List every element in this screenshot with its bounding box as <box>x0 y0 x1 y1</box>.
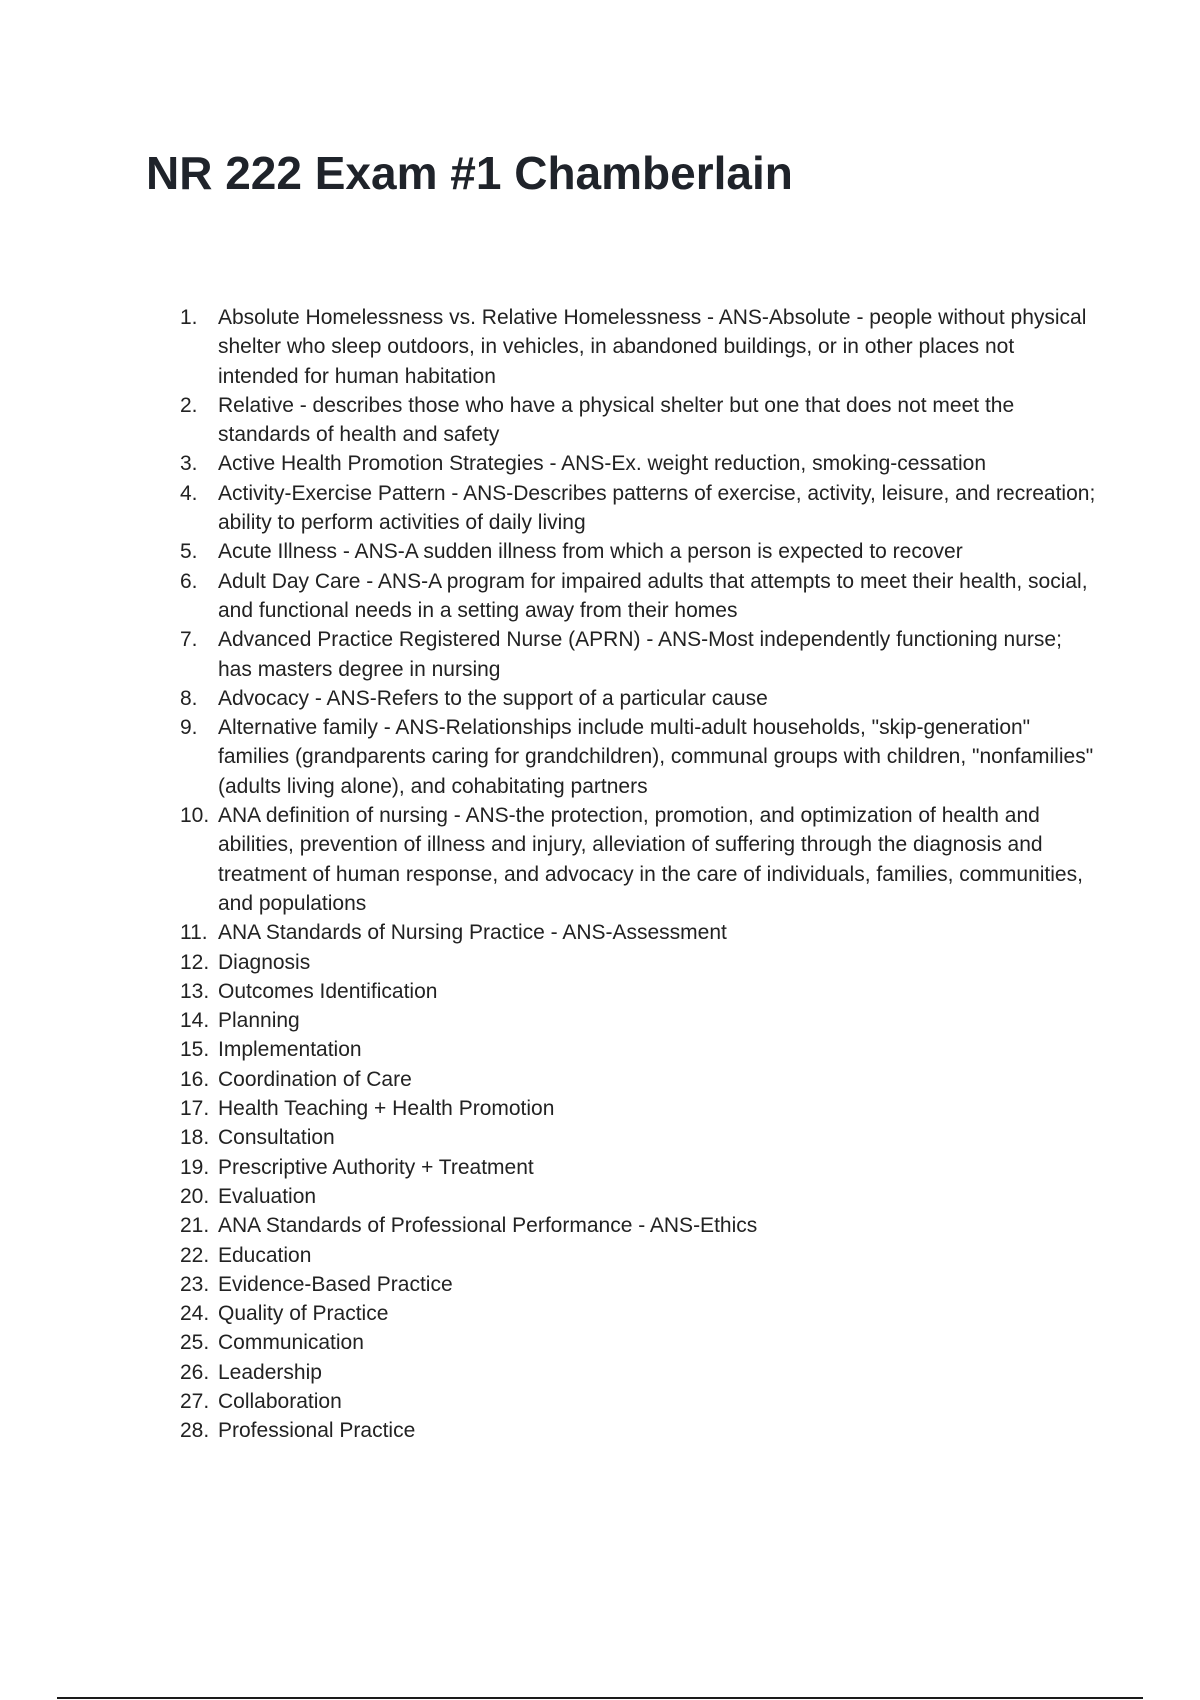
list-item-text: Activity-Exercise Pattern - ANS-Describes patterns of exercise, activity, leisure, and recreation; ability to perform activities of daily living <box>218 481 1096 535</box>
list-item-text: Health Teaching + Health Promotion <box>218 1097 555 1121</box>
list-item <box>180 801 1100 918</box>
list-item <box>180 1211 1100 1240</box>
list-item-text: Advanced Practice Registered Nurse (APRN) - ANS-Most independently functioning nurse; has masters degree in nursing <box>218 628 1062 681</box>
list-item-text: Planning <box>218 1009 300 1033</box>
list-item-number: 28. <box>180 1419 210 1443</box>
list-item <box>180 625 1100 684</box>
list-item-text: ANA Standards of Professional Performance - ANS-Ethics <box>218 1214 758 1238</box>
list-item-text: Acute Illness - ANS-A sudden illness from which a person is expected to recover <box>218 540 963 564</box>
list-item-text: Evidence-Based Practice <box>218 1272 453 1296</box>
list-item-number: 20. <box>180 1184 210 1208</box>
list-item-number: 9. <box>180 716 198 740</box>
list-item-text: Evaluation <box>218 1184 317 1208</box>
list-item <box>180 1153 1100 1182</box>
list-item <box>180 567 1100 626</box>
list-item-number: 23. <box>180 1272 210 1296</box>
list-item <box>180 684 1100 713</box>
list-item <box>180 1094 1100 1123</box>
list-item <box>180 1358 1100 1387</box>
list-item-text: Professional Practice <box>218 1419 416 1443</box>
list-item-number: 1. <box>180 306 198 329</box>
list-item-number: 4. <box>180 481 198 505</box>
list-item-text: Alternative family - ANS-Relationships include multi-adult households, "skip-generation" families (grandparents caring for grandchildren), communal groups with children, "nonfamilies" (adults living alone), and cohabitating partners <box>218 716 1094 798</box>
list-item <box>180 713 1100 801</box>
list-item-number: 25. <box>180 1331 210 1355</box>
list-item-number: 14. <box>180 1009 210 1033</box>
list-item-text: ANA Standards of Nursing Practice - ANS-Assessment <box>218 921 727 945</box>
list-item-text: Coordination of Care <box>218 1067 412 1091</box>
list-item-number: 8. <box>180 686 198 710</box>
list-item-number: 5. <box>180 540 198 564</box>
list-item-text: Consultation <box>218 1126 335 1150</box>
list-item-text: Active Health Promotion Strategies - ANS-Ex. weight reduction, smoking-cessation <box>218 452 987 476</box>
list-item <box>180 1006 1100 1035</box>
list-item <box>180 1328 1100 1357</box>
list-item-text: Diagnosis <box>218 950 311 974</box>
list-item <box>180 1416 1100 1445</box>
list-item-number: 24. <box>180 1302 210 1326</box>
list-item-text: Education <box>218 1243 312 1267</box>
list-item <box>180 1065 1100 1094</box>
list-item <box>180 1270 1100 1299</box>
list-item-number: 26. <box>180 1360 210 1384</box>
list-item <box>180 537 1100 566</box>
list-item-text: Absolute Homelessness vs. Relative Homelessness - ANS-Absolute - people without physical shelter who sleep outdoors, in vehicles, in abandoned buildings, or in other places not intended for human habitation <box>218 306 1087 388</box>
list-item-number: 16. <box>180 1067 210 1091</box>
list-item-number: 21. <box>180 1214 210 1238</box>
list-item-number: 22. <box>180 1243 210 1267</box>
list-item <box>180 977 1100 1006</box>
list-item <box>180 1299 1100 1328</box>
list-item-text: Advocacy - ANS-Refers to the support of a particular cause <box>218 686 768 710</box>
list-item-text: Implementation <box>218 1038 362 1062</box>
list-item <box>180 1035 1100 1064</box>
list-item-text: Quality of Practice <box>218 1302 389 1326</box>
list-item-number: 3. <box>180 452 198 476</box>
list-item-number: 6. <box>180 569 198 593</box>
list-item-text: ANA definition of nursing - ANS-the protection, promotion, and optimization of health and abilities, prevention of illness and injury, alleviation of suffering through the diagnosis and treatment of human response, and advocacy in the care of individuals, families, communities, and populations <box>218 804 1083 915</box>
list-item <box>180 1123 1100 1152</box>
list-item-number: 12. <box>180 950 210 974</box>
list-item-text: Outcomes Identification <box>218 979 438 1003</box>
page-bottom-divider <box>57 1697 1143 1699</box>
list-item <box>180 303 1100 391</box>
list-item <box>180 1182 1100 1211</box>
list-item-number: 18. <box>180 1126 210 1150</box>
list-item <box>180 479 1100 538</box>
list-item-number: 7. <box>180 628 198 652</box>
list-item-number: 17. <box>180 1097 210 1121</box>
list-item-number: 15. <box>180 1038 210 1062</box>
list-item-text: Adult Day Care - ANS-A program for impaired adults that attempts to meet their health, social, and functional needs in a setting away from their homes <box>218 569 1088 622</box>
list-item-number: 10. <box>180 804 210 828</box>
list-item <box>180 449 1100 478</box>
list-item <box>180 1241 1100 1270</box>
list-item <box>180 391 1100 450</box>
list-item <box>180 918 1100 947</box>
list-item-number: 11. <box>180 921 208 945</box>
page-title: NR 222 Exam #1 Chamberlain <box>146 147 793 199</box>
list-item <box>180 948 1100 977</box>
list-item-text: Communication <box>218 1331 364 1355</box>
list-item-number: 19. <box>180 1155 210 1179</box>
list-item-text: Relative - describes those who have a physical shelter but one that does not meet the standards of health and safety <box>218 393 1015 447</box>
list-item-number: 13. <box>180 979 210 1003</box>
list-item-text: Prescriptive Authority + Treatment <box>218 1155 534 1179</box>
numbered-list <box>180 303 1100 1446</box>
list-item-number: 2. <box>180 393 198 417</box>
list-item-number: 27. <box>180 1389 210 1413</box>
list-item-text: Collaboration <box>218 1389 342 1413</box>
list-item <box>180 1387 1100 1416</box>
list-item-text: Leadership <box>218 1360 322 1384</box>
